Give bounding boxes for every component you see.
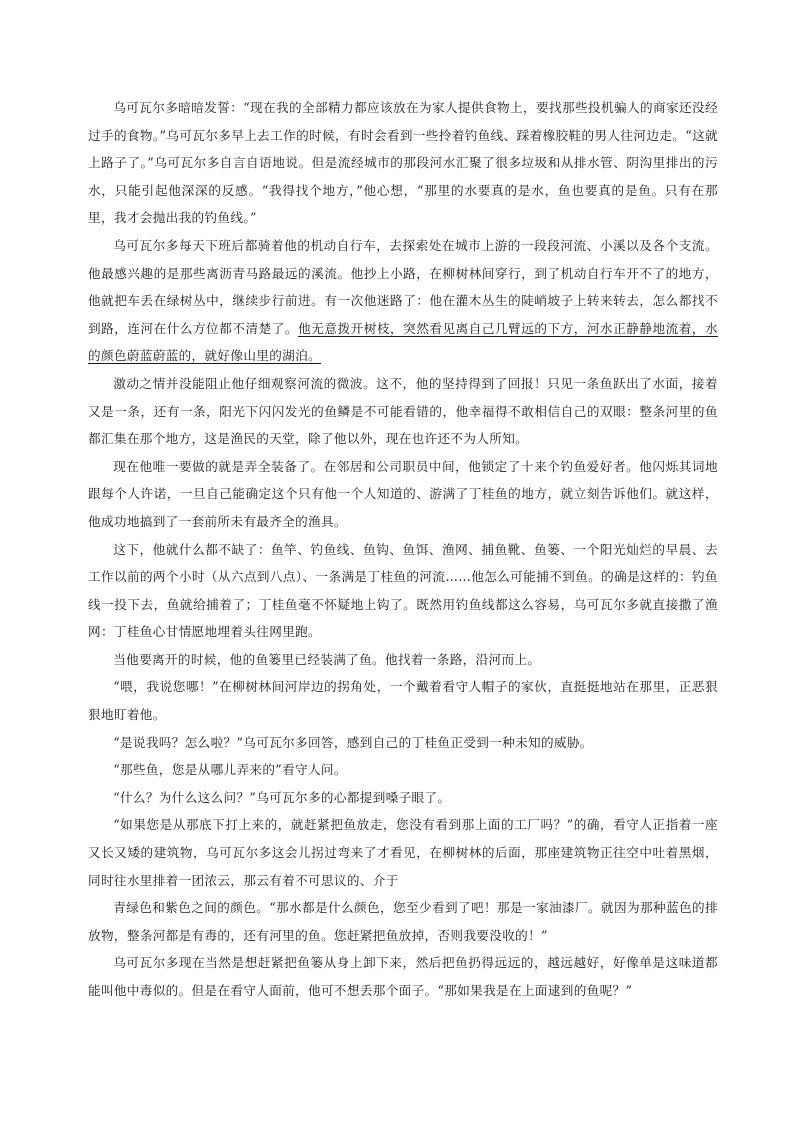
paragraph-12: 青绿色和紫色之间的颜色。“那水都是什么颜色，您至少看到了吧！那是一家油漆厂。就因为那种蓝色的排放物，整条河都是有毒的，还有河里的鱼。您赶紧把鱼放掉，否则我要没收的！” bbox=[88, 900, 718, 943]
paragraph-3: 激动之情并没能阻止他仔细观察河流的微波。这不，他的坚持得到了回报！只见一条鱼跃出了水面，接着又是一条，还有一条，阳光下闪闪发光的鱼鳞是不可能看错的，他幸福得不敢相信自己的双眼：整条河里的鱼都汇集在那个地方，这是渔民的天堂，除了他以外，现在也许还不为人所知。 bbox=[88, 375, 718, 447]
paragraph-2-text: 乌可瓦尔多每天下班后都骑着他的机动自行车，去探索处在城市上游的一段段河流、小溪以及各个支流。他最感兴趣的是那些离沥青马路最远的溪流。他抄上小路，在柳树林间穿行，到了机动自行车开不了的地方，他就把车丢在绿树丛中，继续步行前进。有一次他迷路了：他在灌木丛生的陡峭坡子上转来转去，怎么都找不到路，连河在什么方位都不清楚了。 bbox=[88, 237, 718, 336]
paragraph-6: 当他要离开的时候，他的鱼篓里已经装满了鱼。他找着一条路，沿河而上。 bbox=[113, 651, 541, 667]
underlined-sentence: 他无意拨开树枝，突然看见离自己几臂远的下方，河水正静静地流着，水的颜色蔚蓝蔚蓝的，就好像山里的湖泊。 bbox=[88, 320, 718, 364]
paragraph-11: “如果您是从那底下打上来的，就赶紧把鱼放走，您没有看到那上面的工厂吗？”的确，看守人正指着一座又长又矮的建筑物，乌可瓦尔多这会儿拐过弯来了才看见，在柳树林的后面，那座建筑物正往空中吐着黑烟，同时往水里排着一团浓云，那云有着不可思议的、介于 bbox=[88, 817, 718, 888]
paragraph-2 bbox=[88, 232, 718, 370]
paragraph-13: 乌可瓦尔多现在当然是想赶紧把鱼篓从身上卸下来，然后把鱼扔得远远的，越远越好，好像单是这味道都能叫他中毒似的。但是在看守人面前，他可不想丢那个面子。“那如果我是在上面逮到的鱼呢？” bbox=[88, 955, 718, 998]
document-body bbox=[88, 94, 718, 1005]
paragraph-4: 现在他唯一要做的就是弄全装备了。在邻居和公司职员中间，他锁定了十来个钓鱼爱好者。他闪烁其词地跟每个人许诺，一旦自己能确定这个只有他一个人知道的、游满了丁桂鱼的地方，就立刻告诉他们。就这样，他成功地搞到了一套前所未有最齐全的渔具。 bbox=[88, 458, 718, 529]
paragraph-5: 这下，他就什么都不缺了：鱼竿、钓鱼线、鱼钩、鱼饵、渔网、捕鱼靴、鱼篓、一个阳光灿烂的早晨、去工作以前的两个小时（从六点到八点）、一条满是丁桂鱼的河流……他怎么可能捕不到鱼。的确是这样的：钓鱼线一投下去，鱼就给捕着了；丁桂鱼毫不怀疑地上钩了。既然用钓鱼线都这么容易，乌可瓦尔多就直接撒了渔网：丁桂鱼心甘情愿地埋着头往网里跑。 bbox=[88, 541, 718, 640]
paragraph-1: 乌可瓦尔多暗暗发誓：“现在我的全部精力都应该放在为家人提供食物上，要找那些投机骗人的商家还没经过手的食物。”乌可瓦尔多早上去工作的时候，有时会看到一些拎着钓鱼线、踩着橡胶鞋的男人往河边走。“这就上路子了。”乌可瓦尔多自言自语地说。但是流经城市的那段河水汇聚了很多垃圾和从排水管、阴沟里排出的污水，只能引起他深深的反感。“我得找个地方，”他心想，“那里的水要真的是水，鱼也要真的是鱼。只有在那里，我才会抛出我的钓鱼线。” bbox=[88, 100, 718, 226]
paragraph-8: “是说我吗？怎么啦？”乌可瓦尔多回答，感到自己的丁桂鱼正受到一种未知的威胁。 bbox=[113, 734, 593, 750]
paragraph-10: “什么？为什么这么问？”乌可瓦尔多的心都提到嗓子眼了。 bbox=[113, 789, 451, 805]
paragraph-7: “喂，我说您哪！”在柳树林间河岸边的拐角处，一个戴着看守人帽子的家伙，直挺挺地站在那里，正恶狠狠地盯着他。 bbox=[88, 679, 718, 723]
paragraph-9: “那些鱼，您是从哪儿弄来的”看守人问。 bbox=[113, 762, 347, 778]
